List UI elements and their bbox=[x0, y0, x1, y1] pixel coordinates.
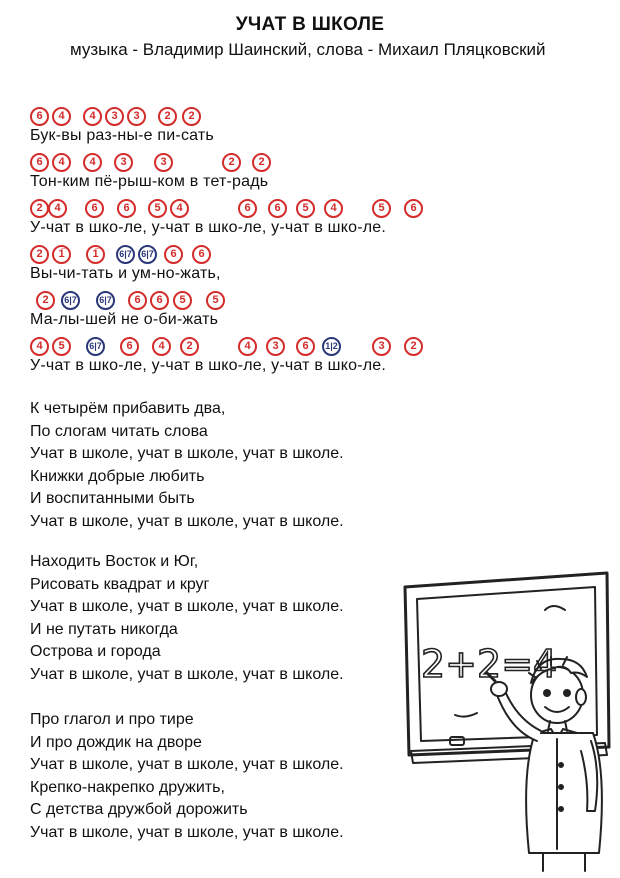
verse-line: Учат в школе, учат в школе, учат в школе. bbox=[30, 598, 344, 615]
note-circle: 6 bbox=[128, 291, 147, 310]
lyric-line: У-чат в шко-ле, у-чат в шко-ле, у-чат в шко-ле. bbox=[30, 357, 387, 374]
note-circle: 6 bbox=[192, 245, 211, 264]
verse-line: Учат в школе, учат в школе, учат в школе. bbox=[30, 445, 344, 462]
verse-line: Рисовать квадрат и круг bbox=[30, 575, 210, 593]
verse-line: Про глагол и про тире bbox=[30, 711, 194, 728]
song-title: УЧАТ В ШКОЛЕ bbox=[235, 14, 385, 35]
verse-line: Учат в школе, учат в школе, учат в школе. bbox=[30, 756, 344, 773]
note-circle: 5 bbox=[148, 199, 167, 218]
note-circle: 6 bbox=[268, 199, 287, 218]
lyric-line: У-чат в шко-ле, у-чат в шко-ле, у-чат в шко-ле. bbox=[30, 219, 387, 236]
note-circle: 6 bbox=[117, 199, 136, 218]
note-circle: 1̅ bbox=[52, 245, 71, 264]
note-circle: 4 bbox=[170, 199, 189, 218]
note-circle: 1̅ bbox=[86, 245, 105, 264]
note-circle: 6|7 bbox=[61, 291, 80, 310]
note-circle: 4 bbox=[324, 199, 343, 218]
verse-line: По слогам читать слова bbox=[30, 422, 208, 440]
note-circle: 3 bbox=[372, 337, 391, 356]
note-circle: 6|7 bbox=[138, 245, 157, 264]
note-circle: 2 bbox=[252, 153, 271, 172]
note-circle: 2 bbox=[158, 107, 177, 126]
note-circle: 6 bbox=[150, 291, 169, 310]
verse-line: Острова и города bbox=[30, 643, 161, 660]
note-circle: 4 bbox=[52, 153, 71, 172]
note-circle: 4 bbox=[48, 199, 67, 218]
note-circle: 2 bbox=[30, 245, 49, 264]
note-circle: 2 bbox=[222, 153, 241, 172]
note-circle: 6 bbox=[404, 199, 423, 218]
verse-line: Находить Восток и Юг, bbox=[30, 553, 199, 570]
note-circle: 6 bbox=[296, 337, 315, 356]
note-circle: 6 bbox=[85, 199, 104, 218]
note-circle: 3 bbox=[154, 153, 173, 172]
note-circle: 5 bbox=[206, 291, 225, 310]
note-circle: 6|7 bbox=[86, 337, 105, 356]
verse-line: Книжки добрые любить bbox=[30, 467, 205, 485]
note-circle: 4 bbox=[52, 107, 71, 126]
verse-line: Крепко-накрепко дружить, bbox=[30, 778, 225, 796]
song-credits: музыка - Владимир Шаинский, слова - Михаил Пляцковский bbox=[70, 40, 546, 59]
verse-line: И не путать никогда bbox=[30, 620, 178, 638]
note-circle: 3 bbox=[127, 107, 146, 126]
verse-line: Учат в школе, учат в школе, учат в школе. bbox=[30, 512, 344, 530]
teacher-boy-illustration bbox=[395, 565, 615, 875]
note-circle: 1|2 bbox=[322, 337, 341, 356]
note-circle: 4 bbox=[30, 337, 49, 356]
verse-line: С детства дружбой дорожить bbox=[30, 801, 248, 818]
lyric-line: Ма-лы-шей не о-би-жать bbox=[30, 311, 219, 328]
note-circle: 6 bbox=[30, 153, 49, 172]
note-circle: 5 bbox=[173, 291, 192, 310]
lyric-line: Бук-вы раз-ны-е пи-сать bbox=[30, 127, 214, 144]
note-circle: 2 bbox=[180, 337, 199, 356]
lyric-line: Тон-ким пё-рыш-ком в тет-радь bbox=[30, 173, 269, 190]
note-circle: 6 bbox=[30, 107, 49, 126]
note-circle: 3 bbox=[114, 153, 133, 172]
note-circle: 3 bbox=[266, 337, 285, 356]
lyric-line: Вы-чи-тать и ум-но-жать, bbox=[30, 265, 221, 282]
verse-line: Учат в школе, учат в школе, учат в школе. bbox=[30, 823, 344, 841]
note-circle: 4 bbox=[238, 337, 257, 356]
verse-line: И про дождик на дворе bbox=[30, 733, 202, 751]
verse-line: К четырём прибавить два, bbox=[30, 400, 226, 417]
note-circle: 5 bbox=[296, 199, 315, 218]
note-circle: 3 bbox=[105, 107, 124, 126]
note-circle: 6|7 bbox=[116, 245, 135, 264]
note-circle: 2 bbox=[404, 337, 423, 356]
note-circle: 4 bbox=[152, 337, 171, 356]
note-circle: 5 bbox=[52, 337, 71, 356]
note-circle: 4 bbox=[83, 107, 102, 126]
verse-line: Учат в школе, учат в школе, учат в школе. bbox=[30, 665, 344, 683]
board-equation: 2+2=4 bbox=[421, 642, 558, 686]
note-circle: 6 bbox=[238, 199, 257, 218]
note-circle: 2 bbox=[30, 199, 49, 218]
verse-line: И воспитанными быть bbox=[30, 490, 195, 507]
note-circle: 2 bbox=[182, 107, 201, 126]
note-circle: 6 bbox=[164, 245, 183, 264]
note-circle: 2 bbox=[36, 291, 55, 310]
note-circle: 6 bbox=[120, 337, 139, 356]
note-circle: 6|7 bbox=[96, 291, 115, 310]
note-circle: 5 bbox=[372, 199, 391, 218]
note-circle: 4 bbox=[83, 153, 102, 172]
